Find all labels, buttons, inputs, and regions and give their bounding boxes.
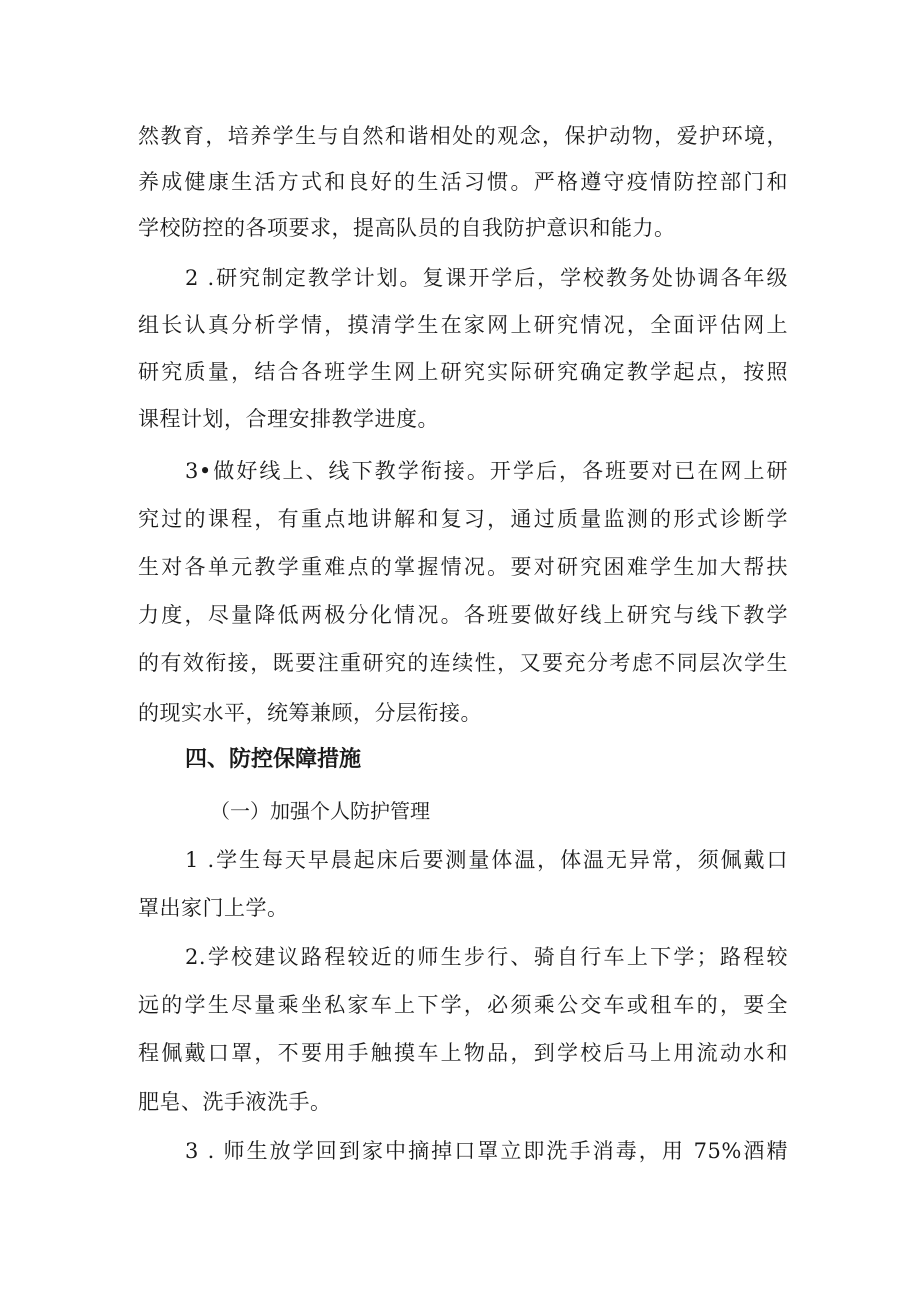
paragraph-line: 远的学生尽量乘坐私家车上下学，必须乘公交车或租车的，要全: [138, 993, 788, 1017]
paragraph-line: 3 . 师生放学回到家中摘掉口罩立即洗手消毒，用 75%酒精: [185, 1139, 788, 1163]
paragraph-line: 的有效衔接，既要注重研究的连续性，又要充分考虑不同层次学生: [138, 651, 788, 675]
paragraph-line: 2 .研究制定教学计划。复课开学后，学校教务处协调各年级: [185, 266, 788, 290]
paragraph-line: 1 .学生每天早晨起床后要测量体温，体温无异常，须佩戴口: [185, 848, 788, 872]
section-heading: 四、防控保障措施: [185, 747, 362, 772]
paragraph-line: 组长认真分析学情，摸清学生在家网上研究情况，全面评估网上: [138, 313, 788, 337]
paragraph-line: 程佩戴口罩，不要用手触摸车上物品，到学校后马上用流动水和: [138, 1041, 788, 1065]
paragraph-line: 罩出家门上学。: [138, 896, 289, 920]
paragraph-line: 3•做好线上、线下教学衔接。开学后，各班要对已在网上研: [185, 459, 788, 483]
paragraph-line: 然教育，培养学生与自然和谐相处的观念，保护动物，爱护环境，: [138, 124, 788, 148]
paragraph-line: 肥皂、洗手液洗手。: [138, 1090, 332, 1114]
paragraph-line: 力度，尽量降低两极分化情况。各班要做好线上研究与线下教学: [138, 603, 788, 627]
paragraph-line: 课程计划，合理安排教学进度。: [138, 407, 439, 431]
paragraph-line: 的现实水平，统筹兼顾，分层衔接。: [138, 701, 482, 725]
paragraph-line: 学校防控的各项要求，提高队员的自我防护意识和能力。: [138, 216, 676, 240]
paragraph-line: 研究质量，结合各班学生网上研究实际研究确定教学起点，按照: [138, 360, 788, 384]
subsection-heading: （一）加强个人防护管理: [210, 799, 430, 823]
paragraph-line: 生对各单元教学重难点的掌握情况。要对研究困难学生加大帮扶: [138, 555, 788, 579]
paragraph-line: 究过的课程，有重点地讲解和复习，通过质量监测的形式诊断学: [138, 507, 788, 531]
paragraph-line: 2.学校建议路程较近的师生步行、骑自行车上下学；路程较: [185, 945, 788, 969]
paragraph-line: 养成健康生活方式和良好的生活习惯。严格遵守疫情防控部门和: [138, 170, 788, 194]
